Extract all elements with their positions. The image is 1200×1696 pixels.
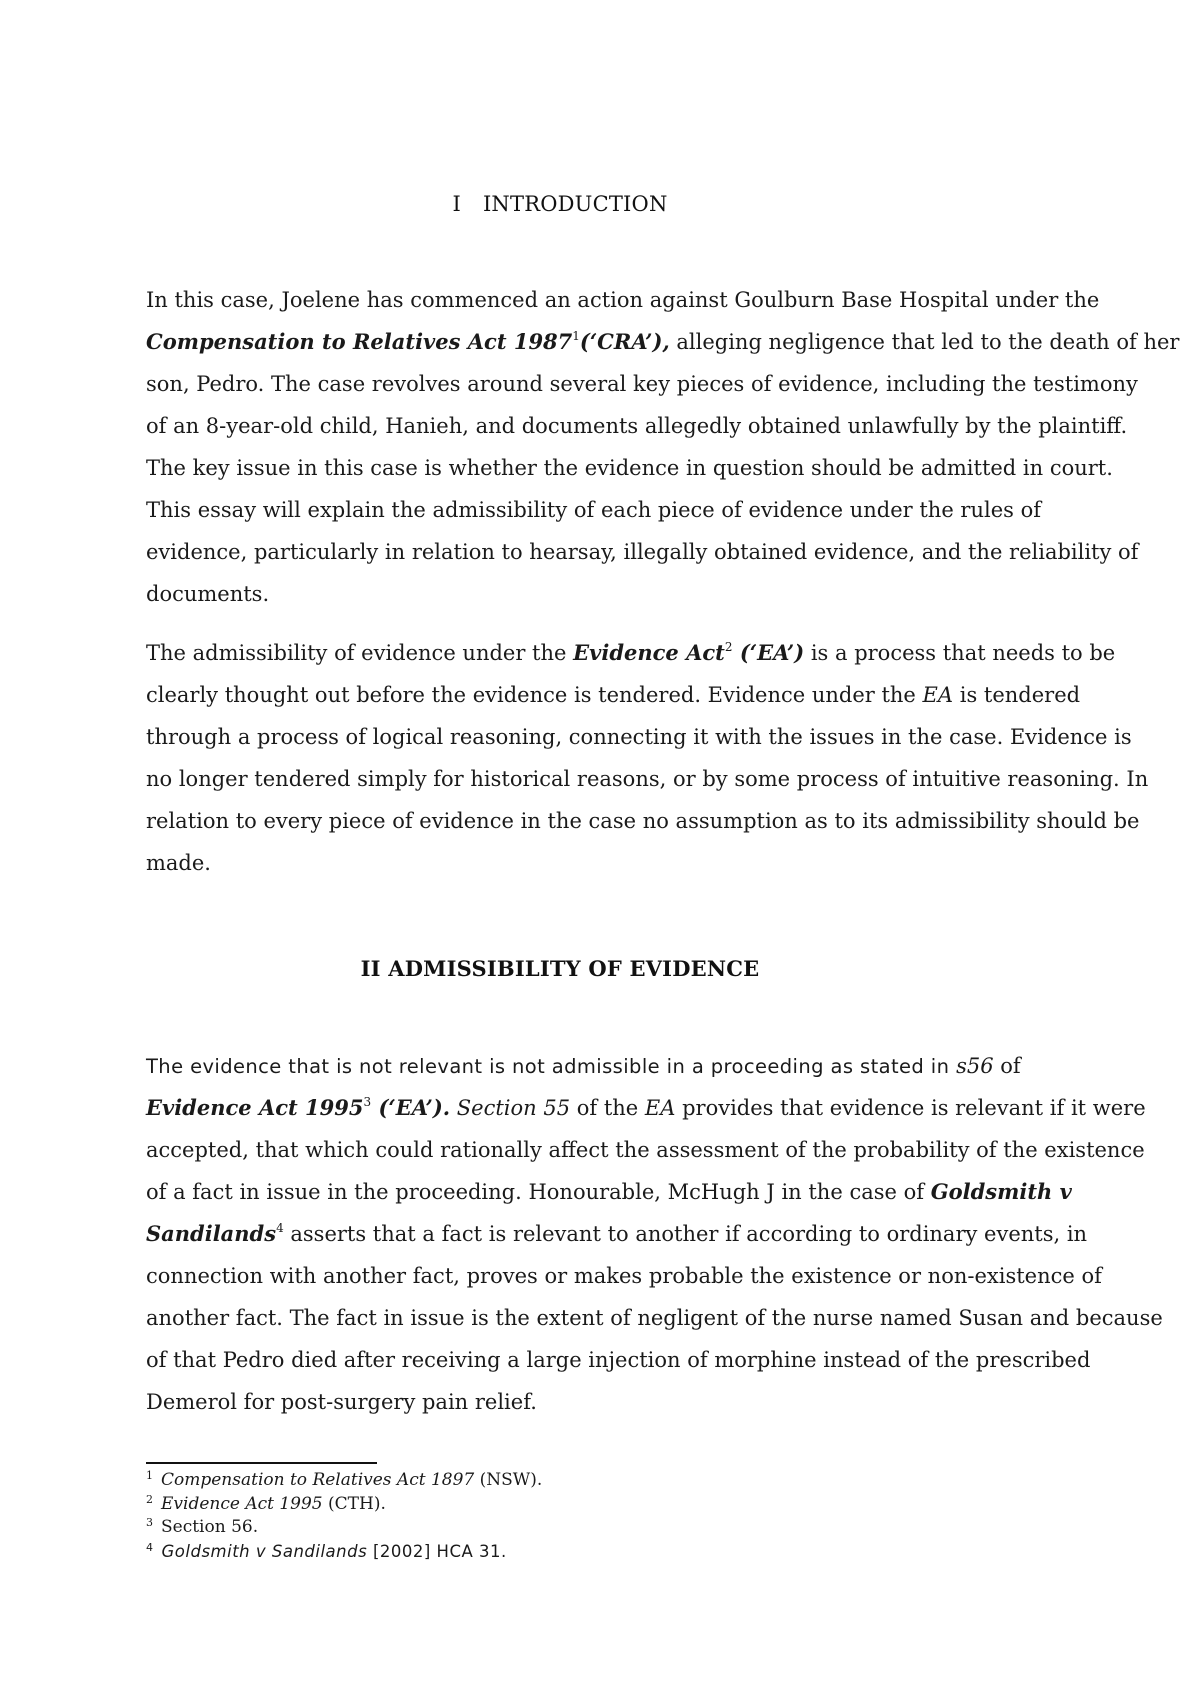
footnote-ref: 1 bbox=[572, 329, 580, 343]
footnote-ref: 3 bbox=[363, 1095, 372, 1109]
text-line: Demerol for post-surgery pain relief. bbox=[146, 1390, 537, 1414]
footnote: $^4$ Goldsmith v Sandilands [2002] HCA 31. bbox=[146, 1540, 507, 1561]
footnotes bbox=[146, 1469, 1046, 1563]
section-heading-introduction bbox=[0, 192, 1120, 216]
footnote: $^2$ Evidence Act 1995 (CTH). bbox=[146, 1492, 386, 1514]
text-line: made. bbox=[146, 851, 211, 875]
text-line: Sandilands$^4$ asserts that a fact is relevant to another if according to ordinary events, in bbox=[146, 1221, 1088, 1246]
footnote: $^1$ Compensation to Relatives Act 1897 (NSW). bbox=[146, 1469, 543, 1490]
case-name: Sandilands bbox=[146, 1221, 277, 1246]
case-name: Goldsmith v bbox=[930, 1179, 1072, 1204]
section-heading-admissibility bbox=[0, 956, 1120, 981]
paragraph-intro-2 bbox=[146, 632, 1149, 884]
paragraph-admissibility bbox=[146, 1045, 1163, 1423]
text-line: The evidence that is not relevant is not admissible in a proceeding as stated in s56 of bbox=[146, 1054, 1021, 1078]
text-line: evidence, particularly in relation to hearsay, illegally obtained evidence, and the reliability of bbox=[146, 540, 1139, 564]
act-title: Evidence Act 1995 bbox=[146, 1095, 364, 1120]
text-line: Compensation to Relatives Act 1987$^1$(‘CRA’), alleging negligence that led to the death of her bbox=[146, 329, 1180, 354]
act-abbreviation: (‘CRA’), bbox=[579, 329, 670, 354]
text-line: In this case, Joelene has commenced an action against Goulburn Base Hospital under the bbox=[146, 288, 1100, 312]
text-line: Evidence Act 1995$^3$ (‘EA’). Section 55 of the EA provides that evidence is relevant if it were bbox=[146, 1095, 1146, 1120]
text-line: This essay will explain the admissibility of each piece of evidence under the rules of bbox=[146, 498, 1041, 522]
text-line: connection with another fact, proves or makes probable the existence or non-existence of bbox=[146, 1264, 1102, 1288]
paragraph-intro-1 bbox=[146, 279, 1180, 615]
text-line: of a fact in issue in the proceeding. Honourable, McHugh J in the case of Goldsmith v bbox=[146, 1179, 1072, 1204]
text-line: documents. bbox=[146, 582, 270, 606]
act-title: Evidence Act bbox=[573, 640, 725, 665]
text-line: The key issue in this case is whether the evidence in question should be admitted in court. bbox=[146, 456, 1113, 480]
footnote-ref: 4 bbox=[276, 1221, 284, 1235]
text-line: no longer tendered simply for historical reasons, or by some process of intuitive reasoning. In bbox=[146, 767, 1149, 791]
heading-title: II ADMISSIBILITY OF EVIDENCE bbox=[360, 956, 760, 981]
act-abbreviation: (‘EA’). bbox=[371, 1095, 451, 1120]
text-line: accepted, that which could rationally affect the assessment of the probability of the existence bbox=[146, 1138, 1145, 1162]
heading-title: INTRODUCTION bbox=[482, 192, 668, 216]
heading-number: I bbox=[452, 192, 461, 216]
act-title: Compensation to Relatives Act 1987 bbox=[146, 329, 573, 354]
text-line: another fact. The fact in issue is the extent of negligent of the nurse named Susan and because bbox=[146, 1306, 1163, 1330]
footnote-separator bbox=[146, 1462, 377, 1464]
footnote-ref: 2 bbox=[724, 640, 733, 654]
act-abbreviation: (‘EA’) bbox=[732, 640, 805, 665]
text-line: clearly thought out before the evidence is tendered. Evidence under the EA is tendered bbox=[146, 683, 1081, 707]
text-line: of that Pedro died after receiving a large injection of morphine instead of the prescribed bbox=[146, 1348, 1091, 1372]
footnote: $^3$ Section 56. bbox=[146, 1516, 259, 1537]
text-line: of an 8-year-old child, Hanieh, and documents allegedly obtained unlawfully by the plaintiff. bbox=[146, 414, 1128, 438]
text-line: through a process of logical reasoning, connecting it with the issues in the case. Evidence is bbox=[146, 725, 1132, 749]
text-line: relation to every piece of evidence in the case no assumption as to its admissibility should be bbox=[146, 809, 1140, 833]
text-line: The admissibility of evidence under the Evidence Act$^2$ (‘EA’) is a process that needs to be bbox=[146, 640, 1116, 665]
text-line: son, Pedro. The case revolves around several key pieces of evidence, including the testimony bbox=[146, 372, 1138, 396]
